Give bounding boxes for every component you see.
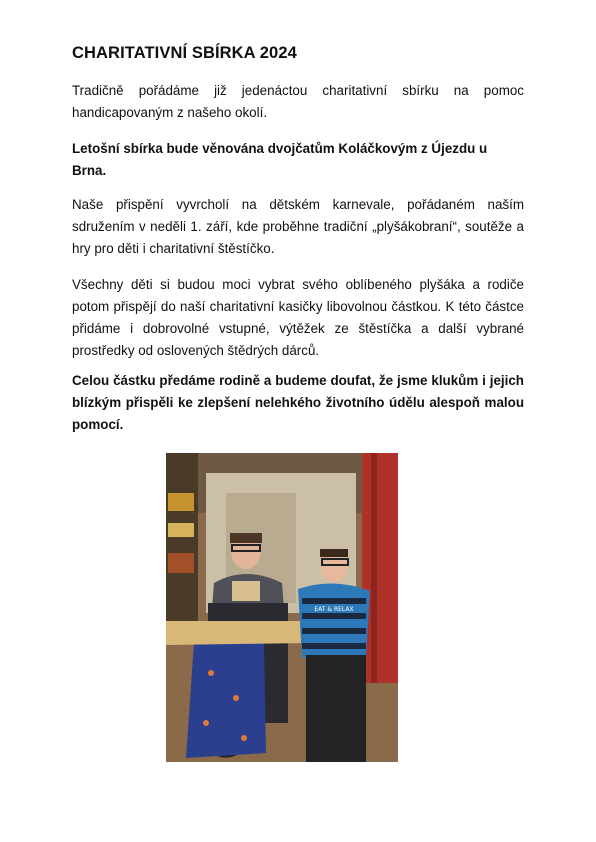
photo-shirt-text: EAT & RELAX [314,606,354,613]
twins-photo [166,453,398,762]
document-title: CHARITATIVNÍ SBÍRKA 2024 [72,44,297,62]
closing-paragraph: Celou částku předáme rodině a budeme doufat, že jsme klukům i jejich blízkým přispěli ke zlepšení nelehkého životního údělu alespoň malou pomocí. [72,373,524,432]
donation-paragraph: Všechny děti si budou moci vybrat svého oblíbeného plyšáka a rodiče potom přispějí do naší charitativní kasičky libovolnou částkou. K této částce přidáme i dobrovolné vstupné, výtěžek ze štěstíčka a další vybrané prostředky od oslovených štědrých dárců. [72,277,524,358]
dedication-paragraph: Letošní sbírka bude věnována dvojčatům Koláčkovým z Újezdu u Brna. [72,141,488,178]
intro-paragraph: Tradičně pořádáme již jedenáctou charitativní sbírku na pomoc handicapovaným z našeho okolí. [72,83,524,120]
carnival-paragraph: Naše přispění vyvrcholí na dětském karnevale, pořádaném naším sdružením v neděli 1. září, kde proběhne tradiční „plyšákobraní“, soutěže a hry pro děti i charitativní štěstíčko. [72,197,524,256]
